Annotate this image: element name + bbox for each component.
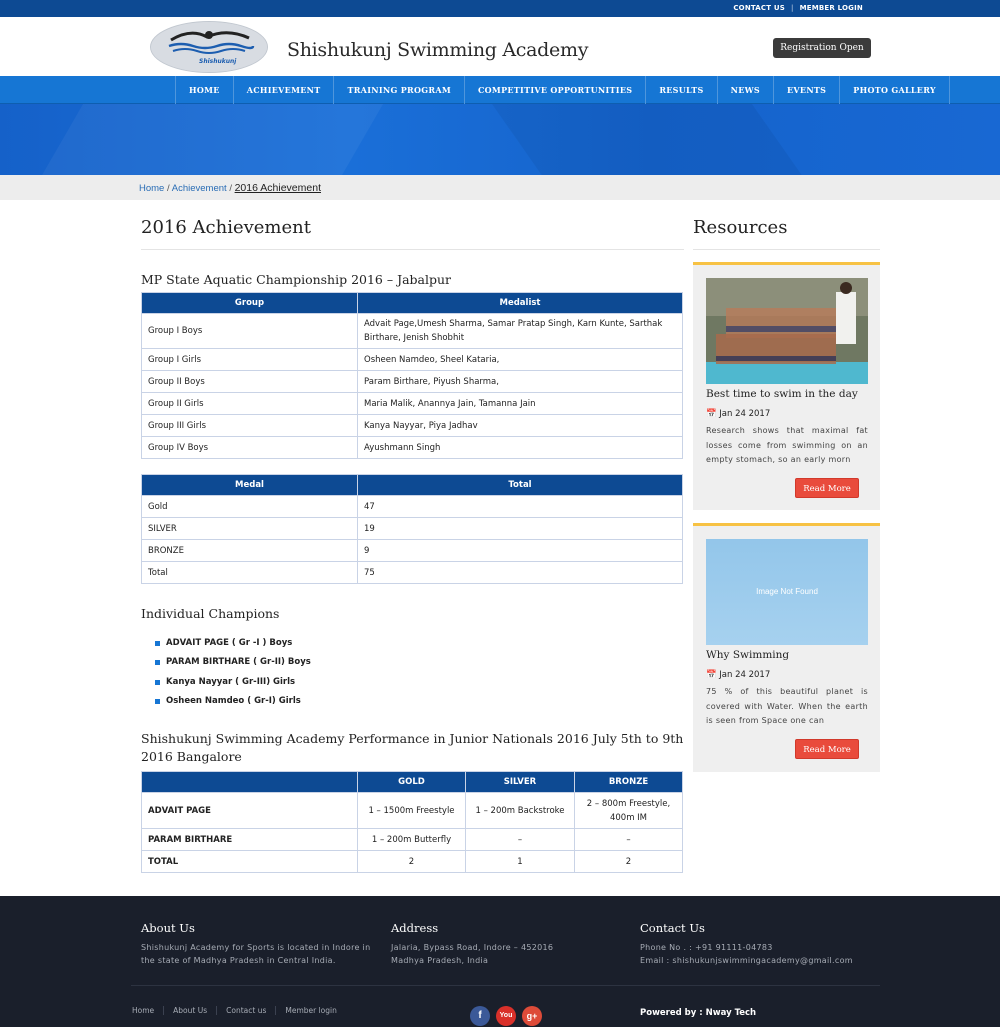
section-title-individual-champions: Individual Champions: [141, 606, 280, 621]
table-cell: Maria Malik, Anannya Jain, Tamanna Jain: [358, 393, 683, 415]
footer-contact-title: Contact Us: [640, 921, 705, 935]
nav-home[interactable]: HOME: [176, 76, 234, 104]
top-links: [733, 4, 863, 12]
section-title-mp-state: MP State Aquatic Championship 2016 – Jabalpur: [141, 272, 452, 287]
nav-achievement[interactable]: ACHIEVEMENT: [234, 76, 335, 104]
table-cell: Group III Girls: [142, 415, 358, 437]
table-cell: Group II Girls: [142, 393, 358, 415]
resource-card-title[interactable]: Best time to swim in the day: [706, 388, 858, 400]
footer-contact: [640, 921, 880, 967]
top-links-divider: |: [791, 4, 794, 12]
youtube-icon[interactable]: You: [496, 1006, 516, 1026]
table-cell: SILVER: [142, 518, 358, 540]
table-cell: TOTAL: [142, 851, 358, 873]
table-cell: Group IV Boys: [142, 437, 358, 459]
breadcrumb-current[interactable]: 2016 Achievement: [234, 182, 321, 194]
table-row: [142, 829, 683, 851]
table-cell: Ayushmann Singh: [358, 437, 683, 459]
nav-results[interactable]: RESULTS: [646, 76, 717, 104]
main-content: [141, 217, 684, 873]
table-row: [142, 851, 683, 873]
table-row: [142, 393, 683, 415]
nav-news[interactable]: NEWS: [718, 76, 774, 104]
resource-card-date: 📅 Jan 24 2017: [706, 670, 771, 680]
read-more-button[interactable]: Read More: [795, 739, 859, 759]
table-header: Total: [358, 475, 683, 496]
contact-us-link[interactable]: CONTACT US: [733, 4, 785, 12]
resource-card-excerpt: Research shows that maximal fat losses come from swimming on an empty stomach, so an early morn: [706, 426, 868, 464]
site-header: [0, 17, 1000, 76]
footer-link-contact[interactable]: Contact us: [217, 1006, 276, 1015]
table-cell: Osheen Namdeo, Sheel Kataria,: [358, 349, 683, 371]
table-row: [142, 437, 683, 459]
list-item: PARAM BIRTHARE ( Gr-II) Boys: [155, 653, 684, 672]
table-cell: BRONZE: [142, 540, 358, 562]
page-banner: [0, 104, 1000, 175]
table-cell: Advait Page,Umesh Sharma, Samar Pratap Singh, Karn Kunte, Sarthak Birthare, Jenish Shobhit: [358, 314, 683, 349]
table-row: [142, 562, 683, 584]
member-login-link[interactable]: MEMBER LOGIN: [799, 4, 863, 12]
list-item: Osheen Namdeo ( Gr-I) Girls: [155, 692, 684, 711]
table-header: Group: [142, 293, 358, 314]
resource-card-date: 📅 Jan 24 2017: [706, 409, 771, 419]
powered-by[interactable]: Powered by : Nway Tech: [640, 1008, 757, 1018]
table-cell: 1 – 1500m Freestyle: [358, 793, 466, 829]
calendar-icon: 📅: [706, 670, 717, 680]
table-cell: 1: [466, 851, 575, 873]
footer-link-home[interactable]: Home: [132, 1006, 164, 1015]
table-cell: 1 – 200m Backstroke: [466, 793, 575, 829]
table-cell: 1 – 200m Butterfly: [358, 829, 466, 851]
table-header: SILVER: [466, 772, 575, 793]
medal-total-table: [141, 474, 683, 584]
table-cell: ADVAIT PAGE: [142, 793, 358, 829]
resource-card-excerpt: 75 % of this beautiful planet is covered with Water. When the earth is seen from Space one can: [706, 687, 868, 725]
table-header: Medal: [142, 475, 358, 496]
main-nav: [0, 76, 1000, 104]
footer-link-about[interactable]: About Us: [164, 1006, 217, 1015]
footer-about-text: Shishukunj Academy for Sports is located in Indore in the state of Madhya Pradesh in Central India.: [141, 943, 371, 965]
table-row: [142, 314, 683, 349]
table-cell: 47: [358, 496, 683, 518]
table-cell: Group II Boys: [142, 371, 358, 393]
table-cell: 19: [358, 518, 683, 540]
breadcrumb-home[interactable]: Home: [139, 183, 165, 194]
table-cell: –: [575, 829, 683, 851]
facebook-icon[interactable]: f: [470, 1006, 490, 1026]
site-footer: [0, 896, 1000, 1027]
google-plus-icon[interactable]: g+: [522, 1006, 542, 1026]
footer-email[interactable]: Email : shishukunjswimmingacademy@gmail.com: [640, 956, 853, 965]
footer-link-member-login[interactable]: Member login: [285, 1006, 337, 1015]
table-row: [142, 371, 683, 393]
table-row: [142, 540, 683, 562]
registration-open-button[interactable]: Registration Open: [773, 38, 871, 58]
banner-shape: [478, 104, 822, 175]
table-header: GOLD: [358, 772, 466, 793]
read-more-button[interactable]: Read More: [795, 478, 859, 498]
nav-events[interactable]: EVENTS: [774, 76, 840, 104]
champions-list: [155, 634, 684, 711]
table-cell: 2: [575, 851, 683, 873]
table-header: BRONZE: [575, 772, 683, 793]
resource-card-title[interactable]: Why Swimming: [706, 649, 790, 661]
academy-logo[interactable]: [150, 21, 268, 73]
breadcrumb-separator: /: [166, 183, 172, 194]
nav-competitive-opportunities[interactable]: COMPETITIVE OPPORTUNITIES: [465, 76, 646, 104]
site-title[interactable]: Shishukunj Swimming Academy: [287, 39, 589, 61]
resources-sidebar: [693, 217, 880, 755]
group-medalist-table: [141, 292, 683, 459]
swimmers-photo-icon: [706, 278, 868, 384]
table-cell: PARAM BIRTHARE: [142, 829, 358, 851]
swimmers-group-photo[interactable]: [706, 278, 868, 384]
table-header: Medalist: [358, 293, 683, 314]
footer-address-title: Address: [391, 921, 439, 935]
table-cell: Group I Boys: [142, 314, 358, 349]
footer-address-line1: Jalaria, Bypass Road, Indore – 452016: [391, 943, 554, 952]
sidebar-title: Resources: [693, 217, 880, 250]
list-item: Kanya Nayyar ( Gr-III) Girls: [155, 673, 684, 692]
table-row: [142, 793, 683, 829]
logo-text: Shishukunj: [199, 58, 237, 65]
nav-photo-gallery[interactable]: PHOTO GALLERY: [840, 76, 950, 104]
list-item: ADVAIT PAGE ( Gr -I ) Boys: [155, 634, 684, 653]
resource-card: [693, 262, 880, 510]
footer-address-line2: Madhya Pradesh, India: [391, 956, 489, 965]
top-bar: [0, 0, 1000, 17]
table-cell: Group I Girls: [142, 349, 358, 371]
table-row: [142, 349, 683, 371]
section-title-junior-nationals: Shishukunj Swimming Academy Performance in Junior Nationals 2016 July 5th to 9th 2016 Bangalore: [141, 731, 684, 765]
image-not-found-placeholder[interactable]: Image Not Found: [706, 539, 868, 645]
table-row: [142, 415, 683, 437]
table-cell: Gold: [142, 496, 358, 518]
table-cell: 2 – 800m Freestyle, 400m IM: [575, 793, 683, 829]
table-cell: Kanya Nayyar, Piya Jadhav: [358, 415, 683, 437]
footer-about: [141, 921, 371, 967]
junior-nationals-table: [141, 771, 683, 873]
page-title: 2016 Achievement: [141, 217, 684, 250]
table-cell: 2: [358, 851, 466, 873]
table-cell: 75: [358, 562, 683, 584]
table-cell: 9: [358, 540, 683, 562]
table-cell: –: [466, 829, 575, 851]
breadcrumb-achievement[interactable]: Achievement: [171, 183, 227, 194]
breadcrumb-separator: /: [229, 183, 235, 194]
footer-phone: Phone No . : +91 91111-04783: [640, 943, 773, 952]
calendar-icon: 📅: [706, 409, 717, 419]
footer-about-title: About Us: [141, 921, 195, 935]
nav-training-program[interactable]: TRAINING PROGRAM: [334, 76, 465, 104]
footer-links: [132, 1006, 346, 1015]
table-cell: Param Birthare, Piyush Sharma,: [358, 371, 683, 393]
footer-divider: [131, 985, 880, 986]
table-header: [142, 772, 358, 793]
table-cell: Total: [142, 562, 358, 584]
table-row: [142, 496, 683, 518]
swimmer-logo-icon: [151, 22, 268, 73]
banner-shape: [25, 104, 394, 175]
table-row: [142, 518, 683, 540]
resource-card: [693, 523, 880, 772]
footer-address: [391, 921, 621, 967]
breadcrumb: [0, 175, 1000, 200]
